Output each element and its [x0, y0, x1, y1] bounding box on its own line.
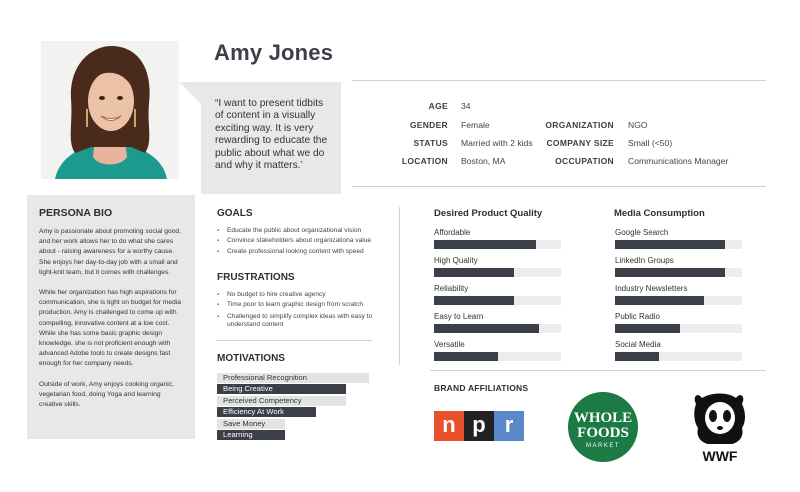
whole-foods-text: FOODS [577, 425, 629, 441]
divider [216, 340, 372, 341]
motivation-bar: Learning [217, 430, 285, 440]
status-label: STATUS [413, 138, 448, 148]
bar-label: Google Search [615, 228, 669, 237]
bar-track [434, 240, 561, 249]
bio-paragraph: Amy is passionate about promoting social good, and her work allows her to do what she cares about - raising awareness for a worthy cause. She enjoys her day-to-day job with a small and tight-knit team, but it comes with challenges. [39, 228, 182, 276]
age-value: 34 [461, 101, 471, 111]
divider [399, 207, 400, 365]
npr-letter: p [464, 411, 494, 441]
bar-fill [615, 296, 704, 305]
bar-fill [434, 352, 498, 361]
bar-track [615, 324, 742, 333]
bar-label: Versatile [434, 340, 465, 349]
location-label: LOCATION [401, 156, 448, 166]
bar-track [434, 268, 561, 277]
bar-track [434, 352, 561, 361]
bar-track [434, 296, 561, 305]
persona-name: Amy Jones [214, 40, 334, 65]
divider [352, 186, 766, 187]
location-value: Boston, MA [461, 156, 506, 166]
bar-fill [615, 268, 725, 277]
age-label: AGE [428, 101, 448, 111]
bar-fill [434, 296, 514, 305]
wwf-logo [690, 388, 750, 464]
motivation-bar: Being Creative [217, 384, 346, 394]
bar-label: Easy to Learn [434, 312, 484, 321]
whole-foods-text: MARKET [585, 443, 621, 449]
bar-track [434, 324, 561, 333]
media-title: Media Consumption [614, 208, 705, 219]
bar-label: Affordable [434, 228, 471, 237]
quote-tail [179, 82, 201, 104]
motivation-bar: Save Money [217, 419, 285, 429]
bar-label: Social Media [615, 340, 661, 349]
product-quality-title: Desired Product Quality [434, 208, 543, 219]
persona-photo [41, 41, 179, 179]
list-item: ▪ Create professional looking content with speed [217, 247, 392, 257]
bar-label: High Quality [434, 256, 478, 265]
bio-paragraph: Outside of work, Amy enjoys cooking organic, vegetarian food, doing Yoga and learning creative skills. [39, 380, 174, 409]
occupation-value: Communications Manager [628, 156, 729, 166]
bar-label: LinkedIn Groups [615, 256, 674, 265]
frustrations-list [217, 290, 377, 330]
bar-label: Public Radio [615, 312, 660, 321]
company-size-label: COMPANY SIZE [546, 138, 614, 148]
frustrations-title: FRUSTRATIONS [217, 272, 295, 283]
gender-value: Female [461, 120, 490, 130]
motivation-bar: Efficiency At Work [217, 407, 316, 417]
gender-label: GENDER [409, 120, 448, 130]
persona-quote: “I want to present tidbits of content in a visually exciting way. It is very rewarding to educate the public about what we do and why it matters.’ [201, 82, 341, 194]
occupation-label: OCCUPATION [555, 156, 614, 166]
bar-track [615, 240, 742, 249]
organization-label: ORGANIZATION [545, 120, 614, 130]
bar-track [615, 268, 742, 277]
bar-fill [615, 324, 680, 333]
list-item: ▪ Time poor to learn graphic design from scratch [217, 300, 377, 310]
list-item: ▪ No budget to hire creative agency [217, 290, 377, 300]
bar-fill [434, 240, 536, 249]
brands-title: BRAND AFFILIATIONS [434, 383, 529, 393]
bar-fill [615, 240, 725, 249]
motivation-bar: Perceived Competency [217, 396, 346, 406]
bar-fill [434, 268, 514, 277]
whole-foods-text: WHOLE [573, 410, 633, 426]
npr-letter: r [494, 411, 524, 441]
bar-fill [434, 324, 539, 333]
goals-list [217, 226, 392, 257]
list-item: ▪ Convince stakeholders about organizationa value [217, 236, 392, 246]
goals-title: GOALS [217, 208, 253, 219]
motivations-title: MOTIVATIONS [217, 353, 285, 364]
divider [430, 370, 766, 371]
bar-fill [615, 352, 659, 361]
organization-value: NGO [628, 120, 648, 130]
bar-track [615, 352, 742, 361]
list-item: ▪ Educate the public about organizational vision [217, 226, 392, 236]
persona-bio-panel [27, 195, 195, 439]
motivation-bar: Professional Recognition [217, 373, 369, 383]
bar-track [615, 296, 742, 305]
npr-logo [434, 411, 524, 441]
status-value: Married with 2 kids [461, 138, 533, 148]
whole-foods-logo [567, 391, 639, 463]
divider [352, 80, 766, 81]
bio-title: PERSONA BIO [39, 207, 113, 219]
wwf-text: WWF [702, 448, 738, 464]
list-item: ▪ Challenged to simplify complex ideas with easy to understand content [217, 313, 377, 330]
bar-label: Reliability [434, 284, 469, 293]
company-size-value: Small (<50) [628, 138, 673, 148]
npr-letter: n [434, 411, 464, 441]
bio-paragraph: While her organization has high aspirations for communication, she is tight on budget for media production. Amy is challenged to come up with compelling, innovative content at a low cost. While she has some basic graphic design knowledge, she is not proficient enough with advanced Adobe tools to create designs fast enough for her company needs. [39, 289, 182, 368]
bar-label: Industry Newsletters [615, 284, 688, 293]
